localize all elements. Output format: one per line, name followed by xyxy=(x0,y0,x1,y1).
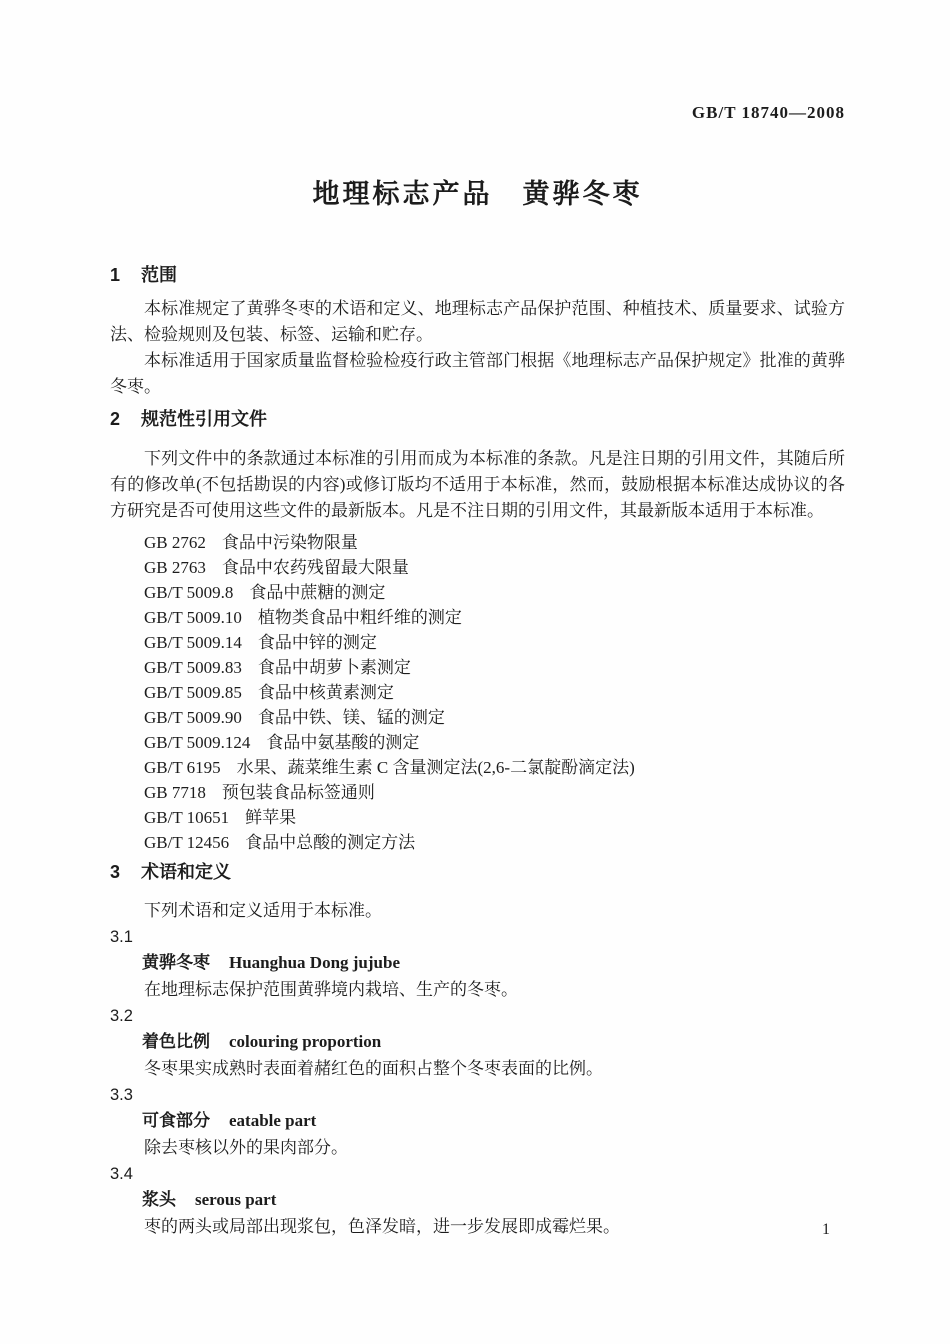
term-definition: 在地理标志保护范围黄骅境内栽培、生产的冬枣。 xyxy=(144,980,518,999)
reference-code: GB/T 10651 xyxy=(144,808,230,827)
section-1-title: 范围 xyxy=(141,265,178,285)
section-3-title: 术语和定义 xyxy=(141,862,232,882)
term-definition: 枣的两头或局部出现浆包，色泽发暗，进一步发展即成霉烂果。 xyxy=(144,1217,620,1236)
term-entry xyxy=(110,1082,845,1161)
term-name-en: eatable part xyxy=(229,1111,317,1130)
reference-title: 鲜苹果 xyxy=(245,808,297,827)
reference-code: GB/T 5009.90 xyxy=(144,708,242,727)
reference-code: GB/T 5009.14 xyxy=(144,633,242,652)
section-2-paragraph: 下列文件中的条款通过本标准的引用而成为本标准的条款。凡是注日期的引用文件，其随后所有的修改单(不包括勘误的内容)或修订版均不适用于本标准，然而，鼓励根据本标准达成协议的各方研究是否可使用这些文件的最新版本。凡是不注日期的引用文件，其最新版本适用于本标准。 xyxy=(110,449,845,520)
term-entry xyxy=(110,924,845,1003)
term-name-cn: 着色比例 xyxy=(142,1032,210,1051)
reference-title: 水果、蔬菜维生素 C 含量测定法(2,6-二氯靛酚滴定法) xyxy=(236,758,635,777)
reference-code: GB/T 5009.83 xyxy=(144,658,242,677)
reference-list xyxy=(110,530,845,855)
reference-item xyxy=(110,555,845,580)
reference-title: 食品中锌的测定 xyxy=(257,633,377,652)
section-1-paragraph-2: 本标准适用于国家质量监督检验检疫行政主管部门根据《地理标志产品保护规定》批准的黄骅冬枣。 xyxy=(110,351,845,396)
term-names xyxy=(110,1108,845,1135)
reference-title: 食品中农药残留最大限量 xyxy=(221,558,409,577)
term-definition: 冬枣果实成熟时表面着赭红色的面积占整个冬枣表面的比例。 xyxy=(144,1059,603,1078)
reference-code: GB/T 5009.124 xyxy=(144,733,251,752)
term-name-cn: 浆头 xyxy=(142,1190,176,1209)
reference-item xyxy=(110,580,845,605)
reference-item xyxy=(110,730,845,755)
reference-item xyxy=(110,830,845,855)
reference-code: GB/T 5009.8 xyxy=(144,583,234,602)
section-1-heading xyxy=(110,264,845,286)
reference-title: 食品中氨基酸的测定 xyxy=(266,733,420,752)
term-definition: 除去枣核以外的果肉部分。 xyxy=(144,1138,348,1157)
reference-item xyxy=(110,705,845,730)
document-title: 地理标志产品 黄骅冬枣 xyxy=(312,179,643,209)
term-name-cn: 黄骅冬枣 xyxy=(142,953,210,972)
reference-code: GB 2763 xyxy=(144,558,206,577)
reference-title: 食品中核黄素测定 xyxy=(257,683,394,702)
reference-code: GB/T 5009.10 xyxy=(144,608,242,627)
doc-number: GB/T 18740—2008 xyxy=(691,103,845,122)
reference-code: GB/T 5009.85 xyxy=(144,683,242,702)
term-name-en: Huanghua Dong jujube xyxy=(229,953,401,972)
section-2-title: 规范性引用文件 xyxy=(141,409,268,429)
reference-item xyxy=(110,755,845,780)
reference-title: 食品中污染物限量 xyxy=(221,533,358,552)
section-3-heading xyxy=(110,861,845,883)
term-names xyxy=(110,1029,845,1056)
reference-item xyxy=(110,605,845,630)
section-1-paragraph-1: 本标准规定了黄骅冬枣的术语和定义、地理标志产品保护范围、种植技术、质量要求、试验方法、检验规则及包装、标签、运输和贮存。 xyxy=(110,299,845,344)
section-3-number: 3 xyxy=(110,862,121,882)
term-number: 3.4 xyxy=(110,1165,133,1183)
term-name-en: serous part xyxy=(195,1190,277,1209)
section-2-number: 2 xyxy=(110,409,121,429)
reference-code: GB/T 12456 xyxy=(144,833,230,852)
section-1-number: 1 xyxy=(110,265,121,285)
reference-title: 预包装食品标签通则 xyxy=(221,783,375,802)
reference-title: 食品中总酸的测定方法 xyxy=(245,833,416,852)
term-number: 3.3 xyxy=(110,1086,133,1104)
reference-item xyxy=(110,530,845,555)
reference-title: 食品中蔗糖的测定 xyxy=(249,583,386,602)
reference-item xyxy=(110,655,845,680)
reference-title: 植物类食品中粗纤维的测定 xyxy=(257,608,462,627)
reference-item xyxy=(110,630,845,655)
term-entry xyxy=(110,1161,845,1240)
reference-code: GB 7718 xyxy=(144,783,206,802)
page-number: 1 xyxy=(822,1221,830,1238)
reference-title: 食品中胡萝卜素测定 xyxy=(257,658,411,677)
reference-item xyxy=(110,780,845,805)
term-name-cn: 可食部分 xyxy=(142,1111,210,1130)
section-2-heading xyxy=(110,408,845,430)
reference-code: GB/T 6195 xyxy=(144,758,221,777)
reference-title: 食品中铁、镁、锰的测定 xyxy=(257,708,445,727)
term-number: 3.2 xyxy=(110,1007,133,1025)
term-name-en: colouring proportion xyxy=(229,1032,382,1051)
term-names xyxy=(110,1187,845,1214)
term-names xyxy=(110,950,845,977)
reference-item xyxy=(110,805,845,830)
term-entry xyxy=(110,1003,845,1082)
term-number: 3.1 xyxy=(110,928,133,946)
terms-intro: 下列术语和定义适用于本标准。 xyxy=(144,901,382,920)
reference-item xyxy=(110,680,845,705)
reference-code: GB 2762 xyxy=(144,533,206,552)
